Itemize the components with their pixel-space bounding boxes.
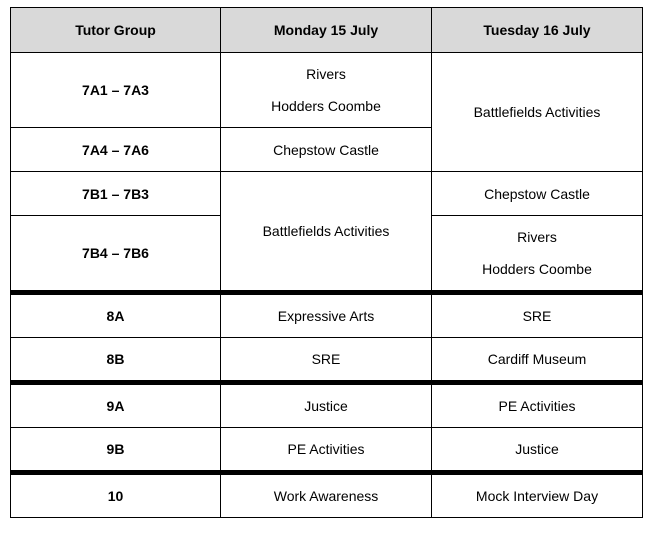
header-tutor-group: Tutor Group — [11, 8, 221, 53]
schedule-table — [10, 7, 643, 518]
tutor-group-cell: 7B4 – 7B6 — [11, 216, 221, 293]
tuesday-cell: PE Activities — [432, 383, 643, 428]
schedule-container — [10, 7, 643, 518]
tutor-group-cell: 7B1 – 7B3 — [11, 172, 221, 216]
table-row — [11, 473, 643, 518]
tuesday-cell: Mock Interview Day — [432, 473, 643, 518]
activity-line: Rivers — [517, 229, 557, 245]
monday-cell: Work Awareness — [221, 473, 432, 518]
monday-cell: Chepstow Castle — [221, 128, 432, 172]
table-row — [11, 383, 643, 428]
header-tuesday: Tuesday 16 July — [432, 8, 643, 53]
tuesday-cell: Battlefields Activities — [432, 53, 643, 172]
table-row — [11, 338, 643, 383]
monday-cell: SRE — [221, 338, 432, 383]
tutor-group-cell: 7A4 – 7A6 — [11, 128, 221, 172]
activity-line: Rivers — [306, 66, 346, 82]
table-row — [11, 172, 643, 216]
tuesday-cell: Justice — [432, 428, 643, 473]
table-row — [11, 53, 643, 128]
tuesday-cell: Cardiff Museum — [432, 338, 643, 383]
table-row — [11, 293, 643, 338]
monday-cell: PE Activities — [221, 428, 432, 473]
monday-cell: Battlefields Activities — [221, 172, 432, 293]
header-monday: Monday 15 July — [221, 8, 432, 53]
tutor-group-cell: 8B — [11, 338, 221, 383]
activity-line: Hodders Coombe — [482, 261, 592, 277]
monday-cell — [221, 53, 432, 128]
tuesday-cell: Chepstow Castle — [432, 172, 643, 216]
tutor-group-cell: 9A — [11, 383, 221, 428]
monday-cell: Justice — [221, 383, 432, 428]
tutor-group-cell: 10 — [11, 473, 221, 518]
tuesday-cell — [432, 216, 643, 293]
tuesday-cell: SRE — [432, 293, 643, 338]
table-row — [11, 428, 643, 473]
activity-line: Hodders Coombe — [271, 98, 381, 114]
header-row — [11, 8, 643, 53]
tutor-group-cell: 7A1 – 7A3 — [11, 53, 221, 128]
tutor-group-cell: 8A — [11, 293, 221, 338]
monday-cell: Expressive Arts — [221, 293, 432, 338]
tutor-group-cell: 9B — [11, 428, 221, 473]
